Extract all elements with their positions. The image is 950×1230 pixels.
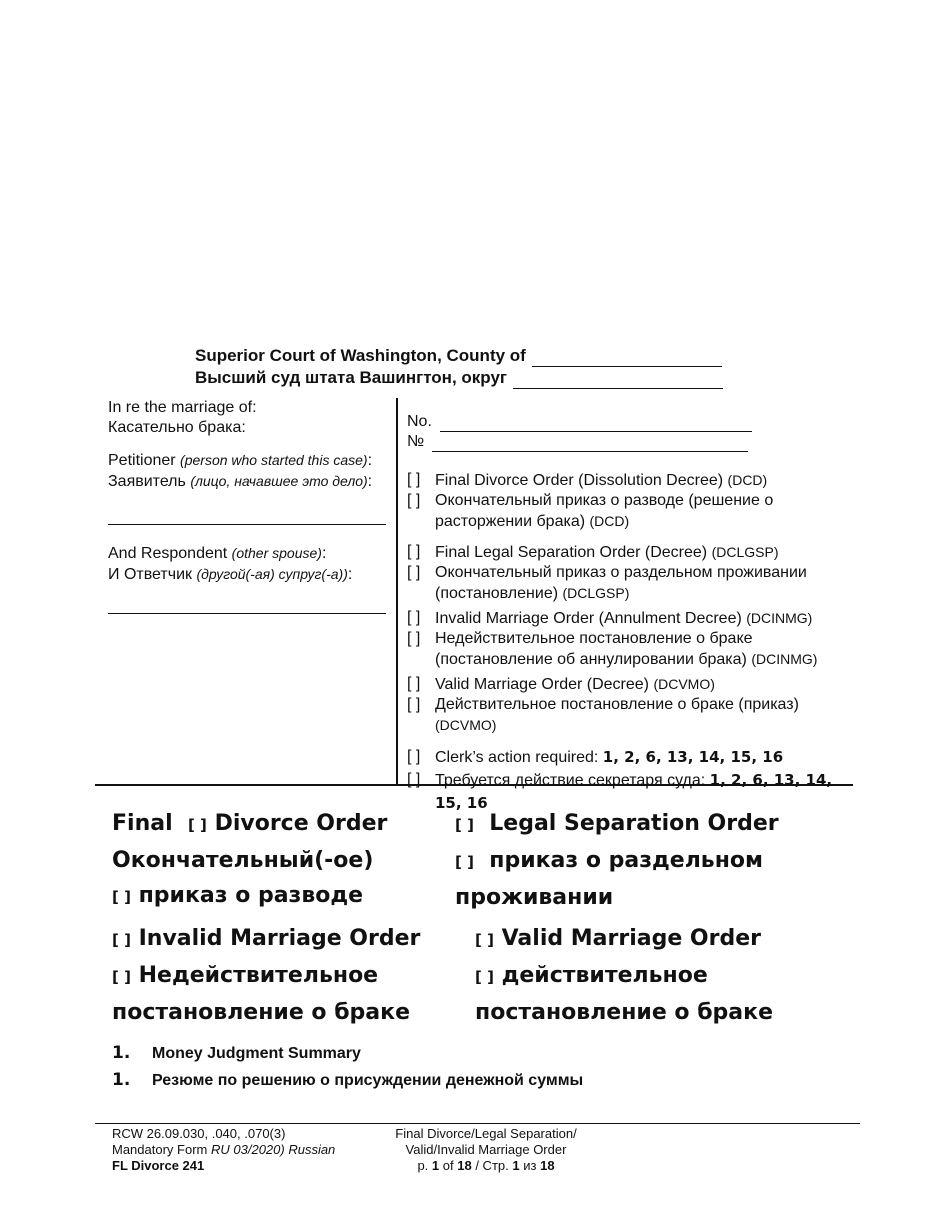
petitioner-en: Petitioner — [108, 452, 176, 469]
checkbox-title-divorce-ru[interactable]: [ ] — [112, 888, 131, 906]
title-final-ru: Окончательный(-ое) — [112, 848, 374, 873]
footer-left — [112, 1126, 335, 1174]
checkbox-title-invalid[interactable]: [ ] — [112, 931, 131, 949]
respondent-block — [108, 543, 388, 585]
colon: : — [347, 566, 353, 583]
case-number-label-en: No. — [407, 413, 432, 430]
case-number-en-row — [407, 412, 857, 432]
code: (DCINMG) — [751, 651, 818, 667]
respondent-note-ru: (другой(-ая) супруг(-а)) — [196, 566, 348, 582]
checkbox-title-valid-ru[interactable]: [ ] — [475, 968, 494, 986]
footer-title-2: Valid/Invalid Marriage Order — [405, 1142, 567, 1157]
clerk-sections-ru: 1, 2, 6, 13, 14, 15, 16 — [435, 771, 833, 812]
page-total: 18 — [457, 1158, 472, 1173]
marriage-label-en: In re the marriage of: — [108, 399, 257, 416]
footer-rcw: RCW 26.09.030, .040, .070(3) — [112, 1126, 286, 1141]
title-final: Final — [112, 811, 173, 836]
case-number-ru-row — [407, 432, 857, 452]
respondent-label-ru — [108, 564, 388, 585]
order-label — [435, 608, 857, 629]
colon: : — [321, 545, 327, 562]
checkbox-dcinmg-en[interactable]: [ ] — [407, 609, 421, 626]
colon: : — [367, 473, 373, 490]
section-1-title-ru: Резюме по решению о присуждении денежной суммы — [152, 1072, 584, 1089]
case-number-label-ru: № — [407, 433, 425, 450]
checkbox-title-separation-ru[interactable]: [ ] — [455, 853, 474, 871]
section-1-heading — [112, 1040, 583, 1094]
petitioner-ru: Заявитель — [108, 473, 186, 490]
petitioner-label-en — [108, 450, 388, 471]
checkbox-dcd-en[interactable]: [ ] — [407, 471, 421, 488]
court-heading — [195, 345, 723, 389]
county-field-ru[interactable] — [513, 370, 723, 389]
order-label — [435, 563, 857, 604]
title-invalid-marriage — [112, 921, 420, 1030]
title-invalid-en: Invalid Marriage Order — [138, 926, 421, 951]
checkbox-clerk-en[interactable]: [ ] — [407, 748, 421, 765]
order-label — [435, 470, 857, 491]
footer-mandatory-label: Mandatory Form — [112, 1142, 208, 1157]
page-sep: / Стр. — [475, 1158, 509, 1173]
respondent-name-field[interactable] — [108, 613, 386, 614]
order-type-dclgsp — [407, 542, 857, 604]
code: (DCLGSP) — [711, 544, 779, 560]
page-of-ru: из — [523, 1158, 537, 1173]
county-field-en[interactable] — [532, 348, 722, 367]
order-dcvmo-ru: Действительное постановление о браке (приказ) — [435, 696, 799, 713]
order-label — [435, 629, 857, 670]
respondent-note-en: (other spouse) — [231, 545, 322, 561]
code: (DCLGSP) — [562, 585, 630, 601]
checkbox-dcvmo-ru[interactable]: [ ] — [407, 696, 421, 713]
respondent-en: And Respondent — [108, 545, 228, 562]
order-type-dcvmo — [407, 674, 857, 736]
page-p: p. — [417, 1158, 429, 1173]
order-label — [435, 695, 857, 736]
order-label — [435, 674, 857, 695]
caption-parties — [108, 398, 388, 492]
respondent-label-en — [108, 543, 388, 564]
order-dcd-en: Final Divorce Order (Dissolution Decree) — [435, 472, 724, 489]
footer-version: RU 03/2020) Russian — [211, 1142, 336, 1157]
title-legal-separation-ru-2: проживании — [455, 885, 614, 910]
order-type-dcinmg — [407, 608, 857, 670]
page-number: 1 — [431, 1158, 440, 1173]
checkbox-title-invalid-ru[interactable]: [ ] — [112, 968, 131, 986]
title-invalid-ru-2: постановление о браке — [112, 1000, 410, 1025]
order-label — [435, 491, 857, 532]
petitioner-label-ru — [108, 471, 388, 492]
court-label-en: Superior Court of Washington, County of — [195, 346, 526, 365]
order-label — [435, 542, 857, 563]
petitioner-name-field[interactable] — [108, 524, 386, 525]
footer-center — [370, 1126, 602, 1174]
court-line-ru — [195, 367, 723, 389]
title-divorce — [112, 806, 387, 915]
code: (DCVMO) — [653, 676, 715, 692]
petitioner-note-en: (person who started this case) — [180, 452, 368, 468]
clerk-action-ru: Требуется действие секретаря суда: — [435, 772, 706, 789]
order-dclgsp-en: Final Legal Separation Order (Decree) — [435, 544, 708, 561]
checkbox-clerk-ru[interactable]: [ ] — [407, 771, 421, 788]
page-number-ru: 1 — [512, 1158, 520, 1173]
title-valid-marriage — [475, 921, 773, 1030]
order-dcd-ru: Окончательный приказ о разводе (решение о расторжении брака) — [435, 492, 774, 530]
title-divorce-order: Divorce Order — [214, 811, 388, 836]
footer-form-id: FL Divorce 241 — [112, 1158, 205, 1173]
court-label-ru: Высший суд штата Вашингтон, округ — [195, 368, 507, 387]
title-valid-en: Valid Marriage Order — [501, 926, 761, 951]
checkbox-dcvmo-en[interactable]: [ ] — [407, 675, 421, 692]
order-dcinmg-en: Invalid Marriage Order (Annulment Decree) — [435, 610, 742, 627]
title-valid-ru-1: действительное — [501, 963, 708, 988]
petitioner-note-ru: (лицо, начавшее это дело) — [190, 473, 368, 489]
code: (DCD) — [589, 513, 630, 529]
title-valid-ru-2: постановление о браке — [475, 1000, 773, 1025]
clerk-sections-en: 1, 2, 6, 13, 14, 15, 16 — [602, 748, 784, 766]
section-number: 1. — [112, 1043, 131, 1063]
order-type-dcd — [407, 470, 857, 532]
clerk-label — [435, 746, 857, 769]
clerk-action-en: Clerk’s action required: — [435, 749, 599, 766]
page-total-ru: 18 — [540, 1158, 555, 1173]
checkbox-title-separation[interactable]: [ ] — [455, 816, 474, 834]
title-divorce-ru: приказ о разводе — [138, 883, 364, 908]
footer-title-1: Final Divorce/Legal Separation/ — [395, 1126, 577, 1141]
marriage-label-ru: Касательно брака: — [108, 419, 246, 436]
case-number-field-ru[interactable] — [432, 437, 748, 452]
title-invalid-ru-1: Недействительное — [138, 963, 379, 988]
checkbox-dclgsp-en[interactable]: [ ] — [407, 543, 421, 560]
code: (DCD) — [727, 472, 768, 488]
code: (DCINMG) — [746, 610, 813, 626]
respondent-ru: И Ответчик — [108, 566, 193, 583]
order-dclgsp-ru: Окончательный приказ о раздельном проживании (постановление) — [435, 564, 807, 602]
order-dcinmg-ru: Недействительное постановление о браке (постановление об аннулировании брака) — [435, 630, 753, 668]
footer-rule — [95, 1123, 860, 1124]
title-legal-separation-ru-1: приказ о раздельном — [489, 848, 764, 873]
page-of: of — [442, 1158, 454, 1173]
case-number-field[interactable] — [440, 417, 752, 432]
section-number: 1. — [112, 1070, 131, 1090]
title-legal-separation-en: Legal Separation Order — [489, 811, 779, 836]
section-1-title-en: Money Judgment Summary — [152, 1045, 361, 1062]
colon: : — [367, 452, 373, 469]
footer-mandatory — [112, 1142, 335, 1158]
checkbox-dcd-ru[interactable]: [ ] — [407, 492, 421, 509]
code: (DCVMO) — [435, 717, 497, 733]
checkbox-title-valid[interactable]: [ ] — [475, 931, 494, 949]
case-info — [407, 412, 857, 815]
clerk-action — [407, 746, 857, 815]
checkbox-title-divorce[interactable]: [ ] — [187, 816, 207, 834]
order-dcvmo-en: Valid Marriage Order (Decree) — [435, 676, 649, 693]
court-line-en — [195, 345, 723, 367]
title-legal-separation — [455, 806, 779, 915]
caption-divider — [396, 398, 398, 784]
checkbox-dclgsp-ru[interactable]: [ ] — [407, 564, 421, 581]
checkbox-dcinmg-ru[interactable]: [ ] — [407, 630, 421, 647]
footer-page — [370, 1158, 602, 1174]
